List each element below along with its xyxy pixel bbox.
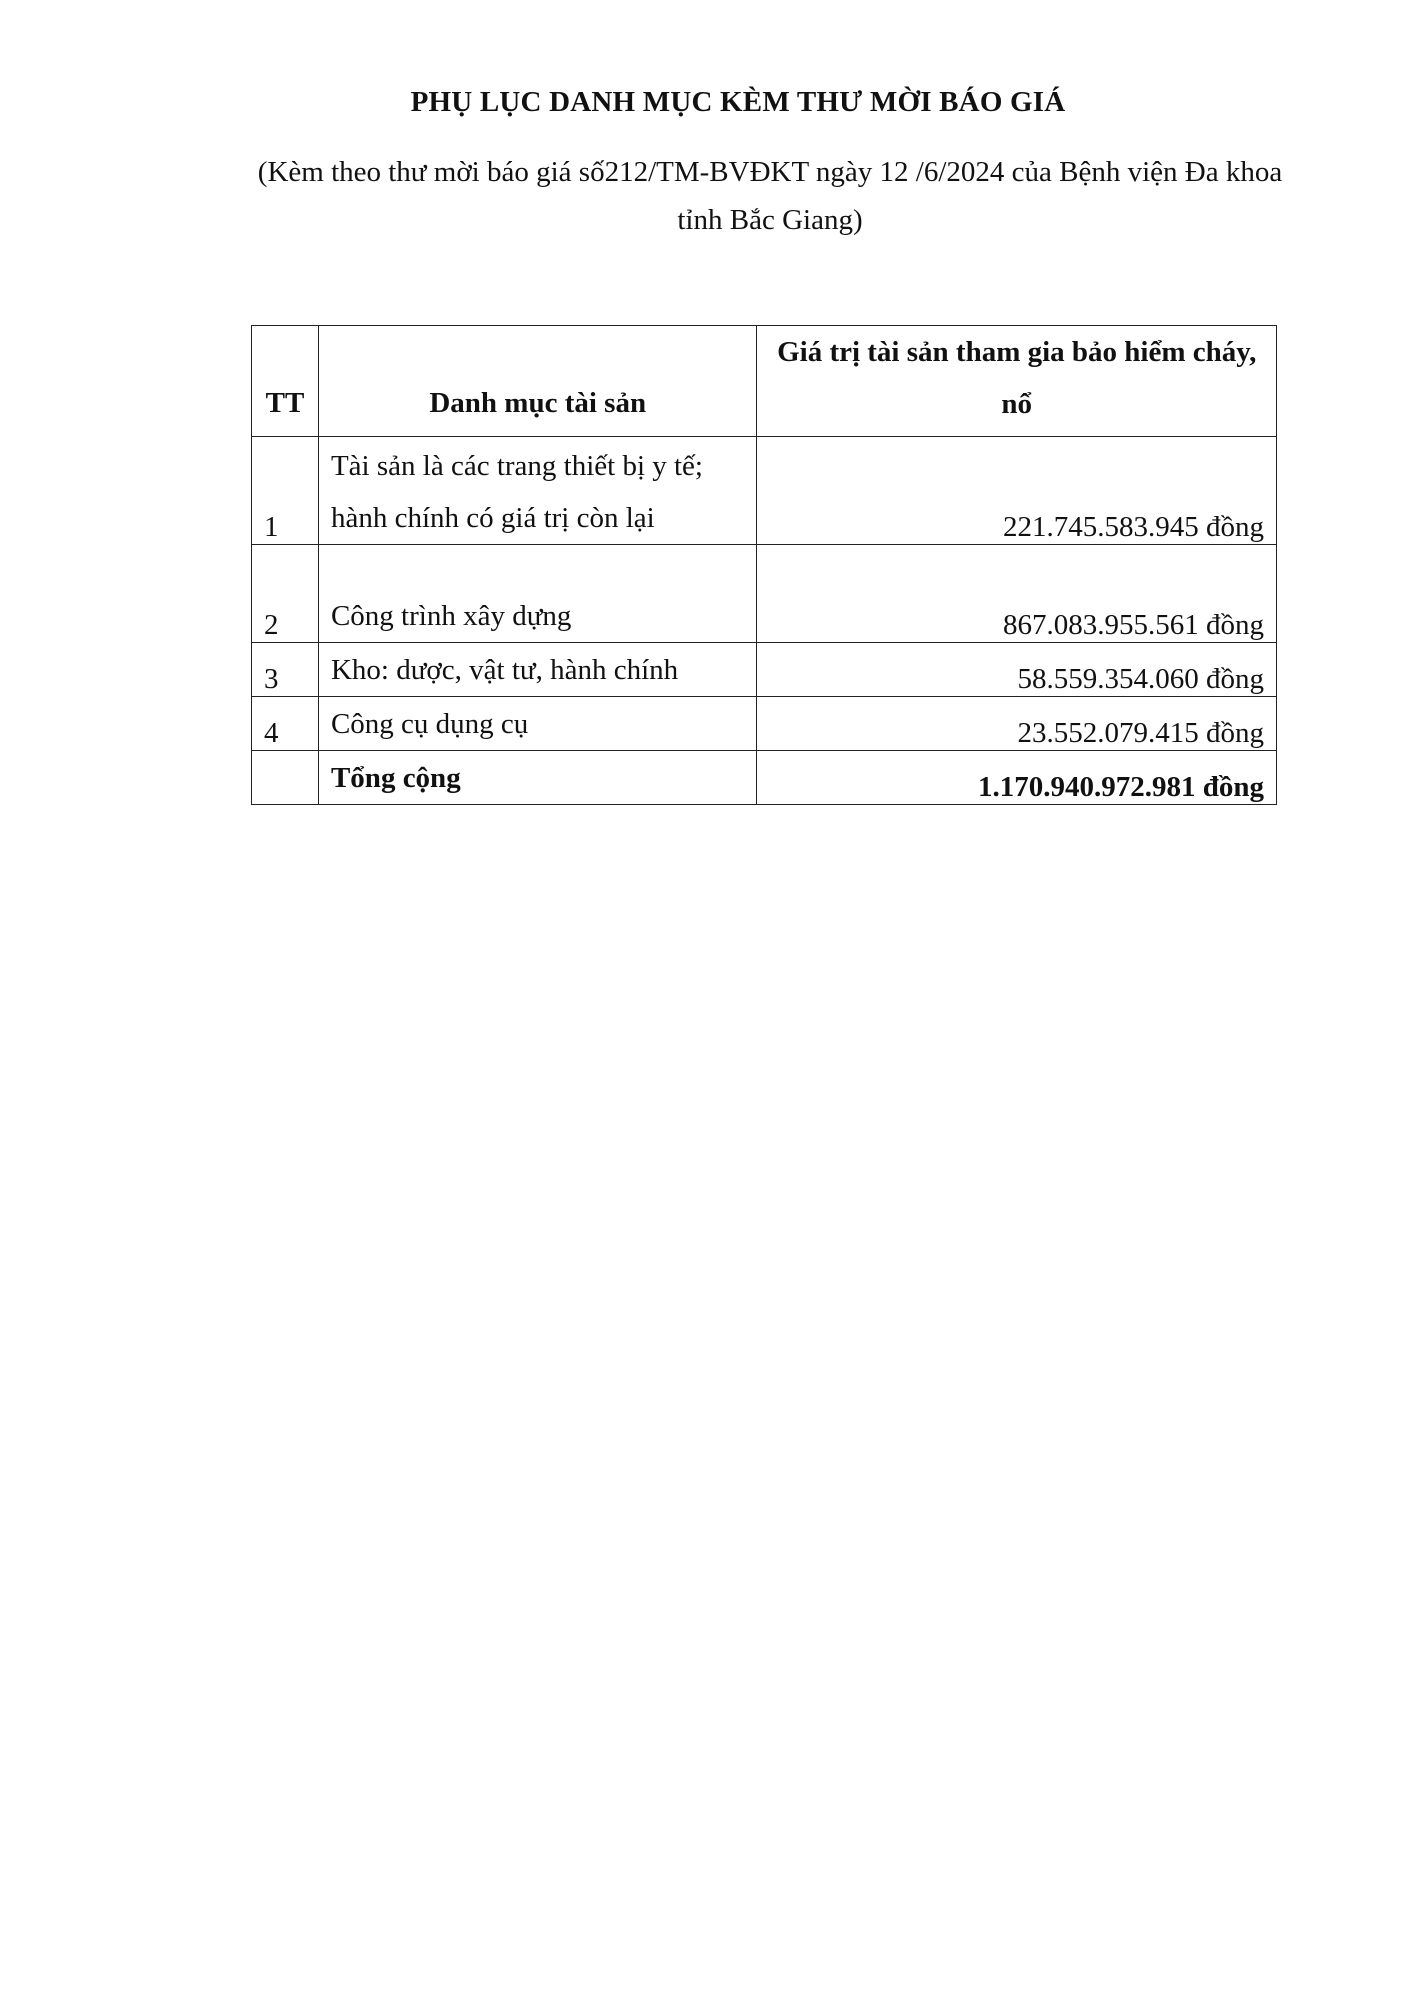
row-value: 23.552.079.415 đồng xyxy=(757,697,1277,751)
page-title: PHỤ LỤC DANH MỤC KÈM THƯ MỜI BÁO GIÁ xyxy=(410,86,1066,118)
total-tt xyxy=(252,751,319,805)
row-name: Tài sản là các trang thiết bị y tế; hành chính có giá trị còn lại xyxy=(318,437,757,545)
row-tt: 1 xyxy=(252,437,319,545)
total-row xyxy=(252,751,1277,805)
table-row xyxy=(252,437,1277,545)
subtitle-line-2: tỉnh Bắc Giang) xyxy=(677,204,863,236)
row-tt: 4 xyxy=(252,697,319,751)
row-value: 58.559.354.060 đồng xyxy=(757,643,1277,697)
table-row xyxy=(252,697,1277,751)
total-value: 1.170.940.972.981 đồng xyxy=(757,751,1277,805)
row-value: 221.745.583.945 đồng xyxy=(757,437,1277,545)
total-label: Tổng cộng xyxy=(318,751,757,805)
subtitle xyxy=(200,148,1340,244)
row-tt: 3 xyxy=(252,643,319,697)
table-row xyxy=(252,545,1277,643)
table-row xyxy=(252,643,1277,697)
row-tt: 2 xyxy=(252,545,319,643)
subtitle-line-1: (Kèm theo thư mời báo giá số212/TM-BVĐKT ngày 12 /6/2024 của Bệnh viện Đa khoa xyxy=(257,156,1283,188)
table-header-row xyxy=(252,326,1277,437)
header-tt: TT xyxy=(252,326,319,437)
row-name: Công cụ dụng cụ xyxy=(318,697,757,751)
header-name: Danh mục tài sản xyxy=(318,326,757,437)
asset-table xyxy=(251,325,1277,805)
row-name: Kho: dược, vật tư, hành chính xyxy=(318,643,757,697)
header-value: Giá trị tài sản tham gia bảo hiểm cháy, nổ xyxy=(757,326,1277,437)
row-value: 867.083.955.561 đồng xyxy=(757,545,1277,643)
row-name: Công trình xây dựng xyxy=(318,545,757,643)
